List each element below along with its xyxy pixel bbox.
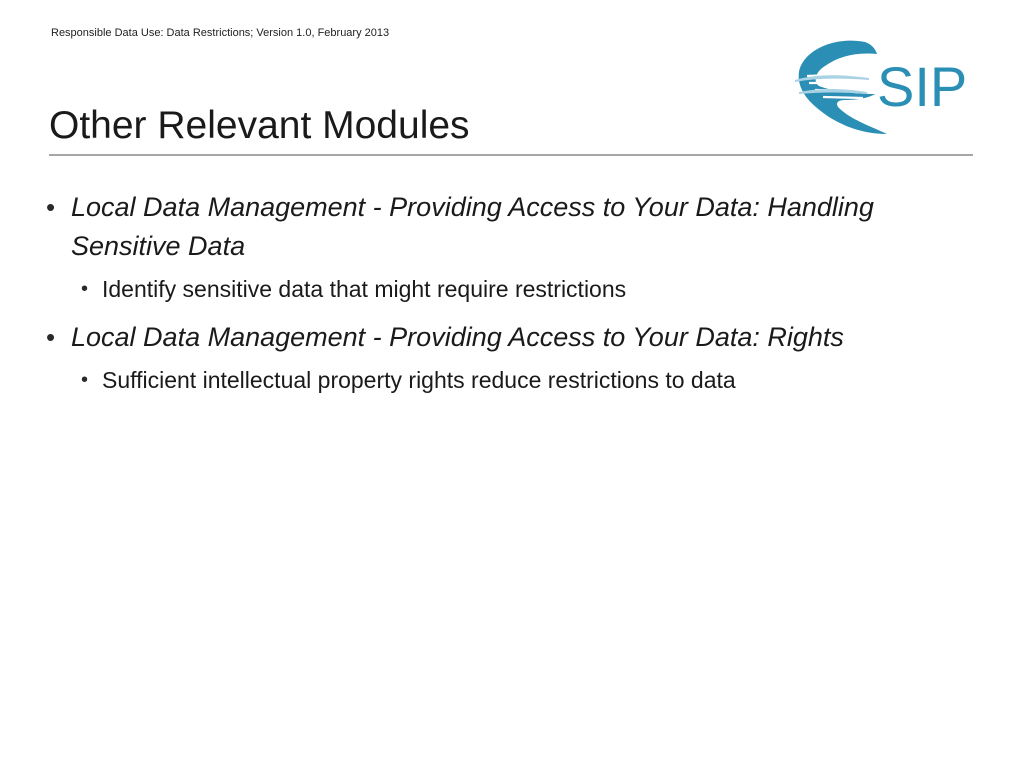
sub-bullet-list	[71, 274, 976, 304]
sub-bullet-text: Identify sensitive data that might require restrictions	[102, 276, 627, 302]
sub-bullet-list	[71, 365, 976, 395]
sub-bullet-item	[71, 274, 976, 304]
bullet-marker: •	[46, 192, 56, 222]
header-note: Responsible Data Use: Data Restrictions; Version 1.0, February 2013	[51, 27, 390, 39]
esip-logo	[795, 36, 970, 138]
bullet-text: Local Data Management - Providing Access to Your Data: Handling Sensitive Data	[71, 192, 874, 261]
slide-title: Other Relevant Modules	[49, 104, 470, 147]
sub-bullet-marker: •	[81, 369, 89, 391]
bullet-item	[46, 188, 976, 304]
title-divider	[49, 154, 973, 156]
logo-text: SIP	[877, 55, 968, 118]
sub-bullet-marker: •	[81, 278, 89, 300]
bullet-marker: •	[46, 322, 56, 352]
bullet-text: Local Data Management - Providing Access to Your Data: Rights	[71, 322, 844, 352]
bullet-item	[46, 318, 976, 395]
bullet-list	[46, 188, 976, 409]
sub-bullet-text: Sufficient intellectual property rights reduce restrictions to data	[102, 367, 736, 393]
sub-bullet-item	[71, 365, 976, 395]
